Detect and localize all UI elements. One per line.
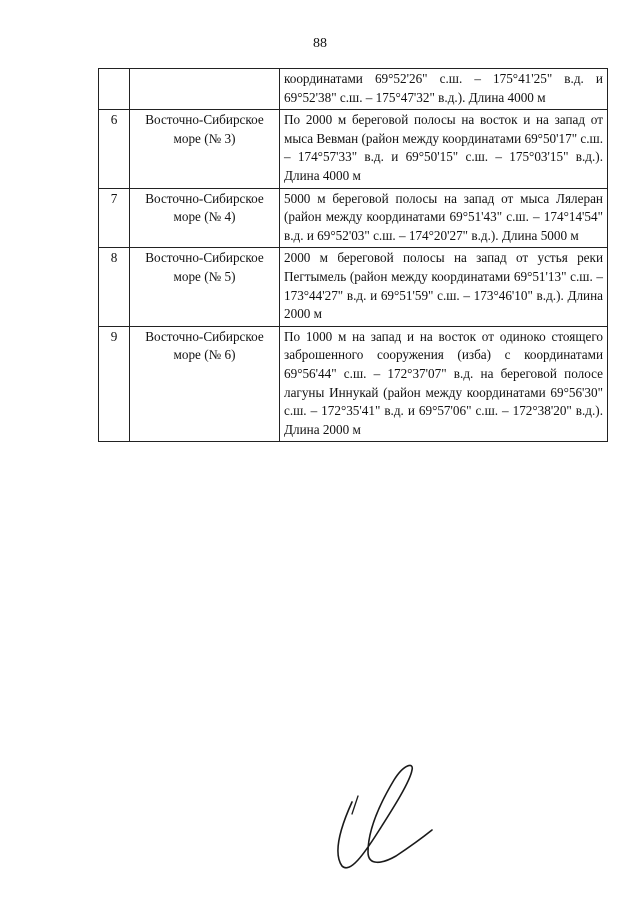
row-number-cell: 9 <box>99 326 130 442</box>
area-description-cell: По 1000 м на запад и на восток от одиноко стоящего заброшенного сооружения (изба) с координатами 69°56'44" с.ш. – 172°37'07" в.д. на береговой полосе лагуны Иннукай (район между координатами 69°56'30" с.ш. – 172°35'41" в.д. и 69°57'06" с.ш. – 172°38'20" в.д.). Длина 2000 м <box>280 326 608 442</box>
table-row <box>99 110 608 188</box>
handwritten-signature <box>328 762 438 874</box>
table-row <box>99 188 608 248</box>
area-description-cell: По 2000 м береговой полосы на восток и на запад от мыса Вевман (район между координатами 69°50'17" с.ш. – 174°57'33" в.д. и 69°50'15" с.ш. – 175°03'15" в.д.). Длина 4000 м <box>280 110 608 188</box>
area-name-cell: Восточно-Сибирское море (№ 4) <box>130 188 280 248</box>
area-name-cell: Восточно-Сибирское море (№ 6) <box>130 326 280 442</box>
table-row <box>99 69 608 110</box>
area-description-cell: 2000 м береговой полосы на запад от устья реки Пегтымель (район между координатами 69°51'13" с.ш. – 173°44'27" в.д. и 69°51'59" с.ш. – 173°46'10" в.д.). Длина 2000 м <box>280 248 608 326</box>
row-number-cell: 7 <box>99 188 130 248</box>
area-name-cell: Восточно-Сибирское море (№ 5) <box>130 248 280 326</box>
area-description-cell: 5000 м береговой полосы на запад от мыса Лялеран (район между координатами 69°51'43" с.ш. – 174°14'54" в.д. и 69°52'03" с.ш. – 174°20'27" в.д.). Длина 5000 м <box>280 188 608 248</box>
area-name-cell: Восточно-Сибирское море (№ 3) <box>130 110 280 188</box>
area-description-cell: координатами 69°52'26" с.ш. – 175°41'25" в.д. и 69°52'38" с.ш. – 175°47'32" в.д.). Длина 4000 м <box>280 69 608 110</box>
page-number: 88 <box>313 36 327 51</box>
row-number-cell: 6 <box>99 110 130 188</box>
table-row <box>99 326 608 442</box>
area-name-cell <box>130 69 280 110</box>
table-row <box>99 248 608 326</box>
row-number-cell: 8 <box>99 248 130 326</box>
territory-table <box>98 68 608 442</box>
row-number-cell <box>99 69 130 110</box>
